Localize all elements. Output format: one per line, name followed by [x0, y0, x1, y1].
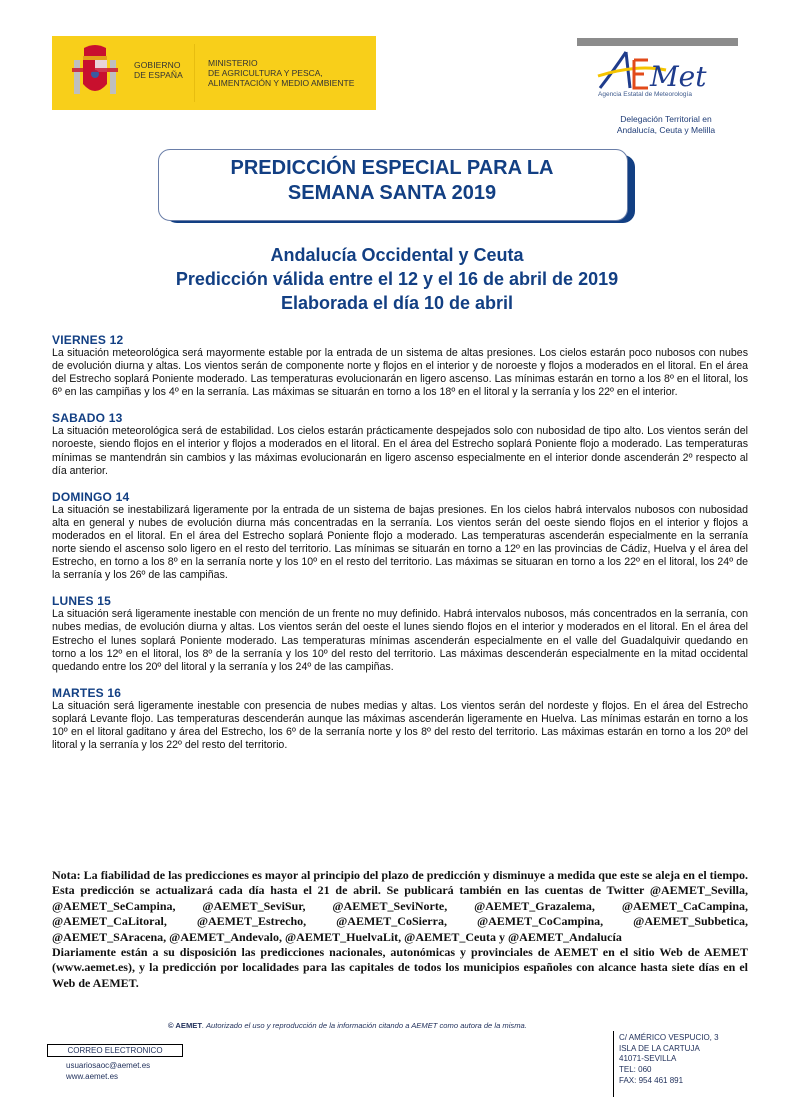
address-area: ISLA DE LA CARTUJA	[619, 1043, 700, 1053]
coat-of-arms-icon	[72, 44, 118, 102]
subtitle-region: Andalucía Occidental y Ceuta	[270, 245, 524, 265]
day-title: MARTES 16	[52, 685, 122, 700]
address-divider	[613, 1031, 614, 1097]
aemet-logo-icon	[596, 50, 722, 90]
aemet-agency-name: Agencia Estatal de Meteorología	[598, 91, 692, 98]
ministry-line1: MINISTERIO	[208, 58, 258, 68]
document-subtitle	[60, 243, 734, 315]
delegation-label	[596, 114, 736, 136]
day-title: VIERNES 12	[52, 333, 124, 347]
svg-text:Met: Met	[650, 60, 707, 90]
government-logo	[52, 36, 376, 110]
day-text: La situación meteorológica será de estabilidad. Los cielos estarán prácticamente despejados solo con nubosidad de tipo alto. Los vientos serán del noroeste, siendo flojos en el interior y flojos a moderados en el litoral. En el área del Estrecho soplará Poniente flojo a moderado. Las temperaturas mínimas se mantendrán sin cambios y las máximas evolucionarán en ligero ascenso especialmente en el interior donde ascenderán 2º respecto al día anterior.	[52, 425, 748, 477]
ministry-name	[208, 58, 354, 88]
day-text: La situación será ligeramente inestable con mención de un frente no muy definido. Habrá intervalos nubosos, más concentrados en la serranía, con nubes medias, de evolución diurna y altas. Los vientos serán del oeste el lunes siendo flojos en el interior y moderados en el litoral. En el área del Estrecho el lunes soplará Poniente moderado. Las temperaturas mínimas ascenderán especialmente en el valle del Guadalquivir quedando en torno a los 12º en el litoral, los 8º de la serranía y los 10º del resto del territorio. Las máximas descenderán especialmente en la mitad occidental quedando entre los 20º del litoral y la serranía y los 24º de las campiñas.	[52, 608, 748, 673]
copyright-brand: © AEMET	[168, 1021, 203, 1030]
website-link[interactable]: www.aemet.es	[66, 1071, 119, 1081]
day-title: DOMINGO 14	[52, 489, 130, 504]
day-title: LUNES 15	[52, 594, 111, 609]
address-phone: TEL: 060	[619, 1065, 652, 1075]
title-line1: PREDICCIÓN ESPECIAL PARA LA	[230, 157, 554, 179]
forecast-day	[52, 594, 748, 673]
address-city: 41071-SEVILLA	[619, 1054, 677, 1064]
government-line2: DE ESPAÑA	[134, 70, 183, 80]
note-paragraph: Nota: La fiabilidad de las predicciones es mayor al principio del plazo de predicción y disminuye a medida que este se aleja en el tiempo. Esta predicción se actualizará cada día hasta el 21 de abril. Se publicará también en las cuentas de Twitter @AEMET_Sevilla, @AEMET_SeCampina, @AEMET_SeviSur, @AEMET_SeviNorte, @AEMET_Grazalema, @AEMET_CaCampina, @AEMET_CaLitoral, @AEMET_Estrecho, @AEMET_CoSierra, @AEMET_CoCampina, @AEMET_Subbetica, @AEMET_SAracena, @AEMET_Andevalo, @AEMET_HuelvaLit, @AEMET_Ceuta y @AEMET_Andalucía	[52, 868, 748, 944]
delegation-line1: Delegación Territorial en	[620, 114, 712, 124]
forecast-sections	[52, 333, 748, 764]
forecast-day	[52, 333, 748, 399]
address-fax: FAX: 954 461 891	[619, 1075, 684, 1085]
email-label-box: CORREO ELECTRONICO	[47, 1044, 183, 1057]
subtitle-issued: Elaborada el día 10 de abril	[280, 293, 514, 313]
day-title: SABADO 13	[52, 411, 123, 426]
email-link[interactable]: usuariosaoc@aemet.es	[66, 1061, 151, 1070]
subtitle-validity: Predicción válida entre el 12 y el 16 de abril de 2019	[175, 269, 619, 289]
government-name	[134, 60, 183, 80]
copyright-notice	[168, 1021, 527, 1030]
government-line1: GOBIERNO	[134, 60, 181, 70]
address-street: C/ AMÉRICO VESPUCIO, 3	[619, 1033, 719, 1042]
day-text: La situación será ligeramente inestable con presencia de nubes medias y altas. Los vientos serán del nordeste y flojos. En el área del Estrecho soplará Levante flojo. Las temperaturas descenderán aunque las máximas ascenderán ligeramente en Huelva. Las mínimas estarán en torno a los 10º en el litoral gaditano y área del Estrecho, los 6º de la serranía norte y los 8º del resto del territorio. Las máximas estarán en torno a los 20º del litoral y la serranía y los 22º del resto del territorio.	[52, 699, 748, 752]
reliability-note	[52, 868, 748, 991]
forecast-day	[52, 686, 748, 752]
delegation-line2: Andalucía, Ceuta y Melilla	[616, 125, 716, 135]
postal-address	[619, 1033, 719, 1087]
day-text: La situación se inestabilizará ligeramente por la entrada de un sistema de bajas presiones. En los cielos habrá intervalos nubosos con nubosidad alta en general y nubes de evolución diurna más concentradas en la serranía. Los vientos serán del oeste siendo flojos en el interior y flojos a moderados en el litoral. En el área del Estrecho soplará Poniente flojo a moderado. Las temperaturas ascenderán especialmente en la serranía norte siendo el ascenso solo ligero en el resto del territorio. Las mínimas se situarán en torno a 12º en las provincias de Cádiz, Huelva y el área del Estrecho, en torno a los 8º en la serranía norte y los 10º en el resto del territorio. Las máximas se situaran en torno a los 22º en el litoral, los 24º de la serranía y los 26º de las campiñas.	[52, 503, 748, 582]
ministry-line2: DE AGRICULTURA Y PESCA,	[208, 68, 323, 78]
title-line2: SEMANA SANTA 2019	[287, 182, 497, 204]
contact-info	[66, 1061, 150, 1082]
copyright-text: . Autorizado el uso y reproducción de la información citando a AEMET como autora de la misma.	[202, 1021, 527, 1030]
logo-divider	[194, 44, 195, 102]
day-text: La situación meteorológica será mayormente estable por la entrada de un sistema de altas presiones. Los cielos estarán poco nubosos con nubes de evolución diurna y altas. Los vientos serán de componente norte y flojos en el interior y de noroeste y flojos a moderados en el litoral. En el área del Estrecho soplará Poniente moderado. Las temperaturas evolucionarán en ligero ascenso. Las mínimas estarán en torno a los 8º en el litoral, los 6º en las campiñas y los 4º en la serranía. Las máximas se situarán en torno a los 18º en el litoral y la serranía y los 22º en el interior.	[52, 347, 748, 399]
forecast-day	[52, 411, 748, 477]
ministry-line3: ALIMENTACIÓN Y MEDIO AMBIENTE	[208, 78, 355, 88]
document-title	[158, 156, 626, 206]
note-paragraph-web: Diariamente están a su disposición las predicciones nacionales, autonómicas y provinciales de AEMET en el sitio Web de AEMET (www.aemet.es), y la predicción por localidades para las capitales de todos los municipios españoles con alcance hasta siete días en el Web de AEMET.	[52, 945, 748, 990]
aemet-header-bar	[577, 38, 738, 46]
forecast-day	[52, 490, 748, 583]
